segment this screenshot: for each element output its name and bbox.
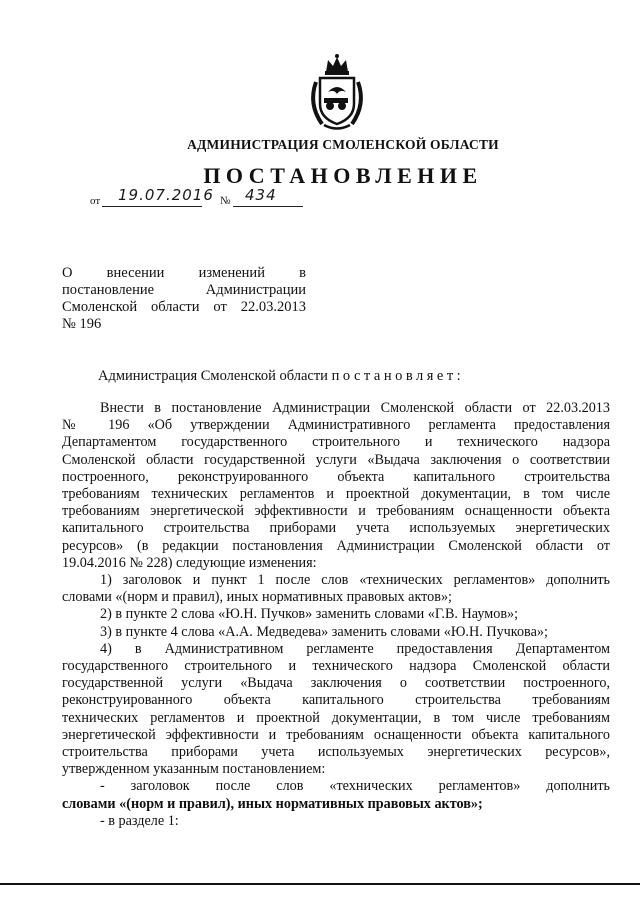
number-value: 434 — [245, 186, 277, 204]
subject-line: постановление Администрации — [62, 282, 306, 298]
body-line: государственной услуги «Выдача заключения о соответствии построенного, — [62, 675, 610, 692]
body-line: - в разделе 1: — [100, 812, 179, 829]
registration-line — [90, 186, 330, 211]
document-body — [62, 400, 610, 830]
number-underline — [233, 206, 303, 207]
document-title: ПОСТАНОВЛЕНИЕ — [203, 163, 483, 188]
date-underline — [102, 206, 202, 207]
subject-block — [62, 265, 306, 333]
body-line: ресурсов» (в редакции постановления Администрации Смоленской области от — [62, 537, 610, 554]
body-line: 4) в Административном регламенте предоставления Департаментом — [100, 640, 610, 657]
date-label: от — [90, 195, 101, 207]
body-line: № 196 «Об утверждении Административного регламента предоставления — [62, 417, 610, 434]
body-line: требованиям энергетической эффективности и требованиям оснащенности объекта — [62, 503, 610, 520]
coat-of-arms-icon — [302, 52, 372, 132]
body-line: - заголовок после слов «технических регламентов» дополнить — [100, 778, 610, 795]
preamble — [98, 368, 464, 385]
body-line: словами «(норм и правил), иных нормативных правовых актов»; — [62, 795, 483, 812]
subject-line: № 196 — [62, 316, 102, 332]
body-line: утвержденном указанным постановлением: — [62, 761, 326, 778]
body-line: строительства приборами учета используемых энергетических ресурсов», — [62, 744, 610, 761]
preamble-resolves: постановляет: — [331, 368, 465, 384]
body-line: 2) в пункте 2 слова «Ю.Н. Пучков» заменить словами «Г.В. Наумов»; — [100, 606, 519, 623]
body-line: 3) в пункте 4 слова «А.А. Медведева» заменить словами «Ю.Н. Пучкова»; — [100, 623, 548, 640]
subject-line: Смоленской области от 22.03.2013 — [62, 299, 306, 315]
preamble-text: Администрация Смоленской области — [98, 368, 328, 384]
body-line: технических регламентов и проектной документации, в том числе требованиям — [62, 709, 610, 726]
body-line: капитального строительства приборами учета используемых энергетических — [62, 520, 610, 537]
date-value: 19.07.2016 — [118, 186, 214, 204]
body-line: построенного, реконструированного объекта капитального строительства — [62, 468, 610, 485]
number-label: № — [220, 195, 231, 207]
organization-name: АДМИНИСТРАЦИЯ СМОЛЕНСКОЙ ОБЛАСТИ — [187, 137, 499, 152]
bottom-scan-edge — [0, 883, 640, 885]
body-line: Смоленской области государственной услуги «Выдача заключения о соответствии — [62, 451, 610, 468]
body-line: государственного строительного и технического надзора Смоленской области — [62, 658, 610, 675]
body-line: 19.04.2016 № 228) следующие изменения: — [62, 554, 317, 571]
subject-line: О внесении изменений в — [62, 265, 306, 281]
body-line: реконструированного объекта капитального строительства требованиям — [62, 692, 610, 709]
body-line: энергетической эффективности и требованиям оснащенности объекта капитального — [62, 726, 610, 743]
body-line: Внести в постановление Администрации Смоленской области от 22.03.2013 — [100, 400, 610, 416]
body-line: словами «(норм и правил), иных нормативных правовых актов»; — [62, 589, 453, 606]
body-line: требованиям технических регламентов и проектной документации, в том числе — [62, 486, 610, 503]
body-line: 1) заголовок и пункт 1 после слов «технических регламентов» дополнить — [100, 572, 610, 589]
body-line: Департаментом государственного строительного и технического надзора — [62, 434, 610, 451]
